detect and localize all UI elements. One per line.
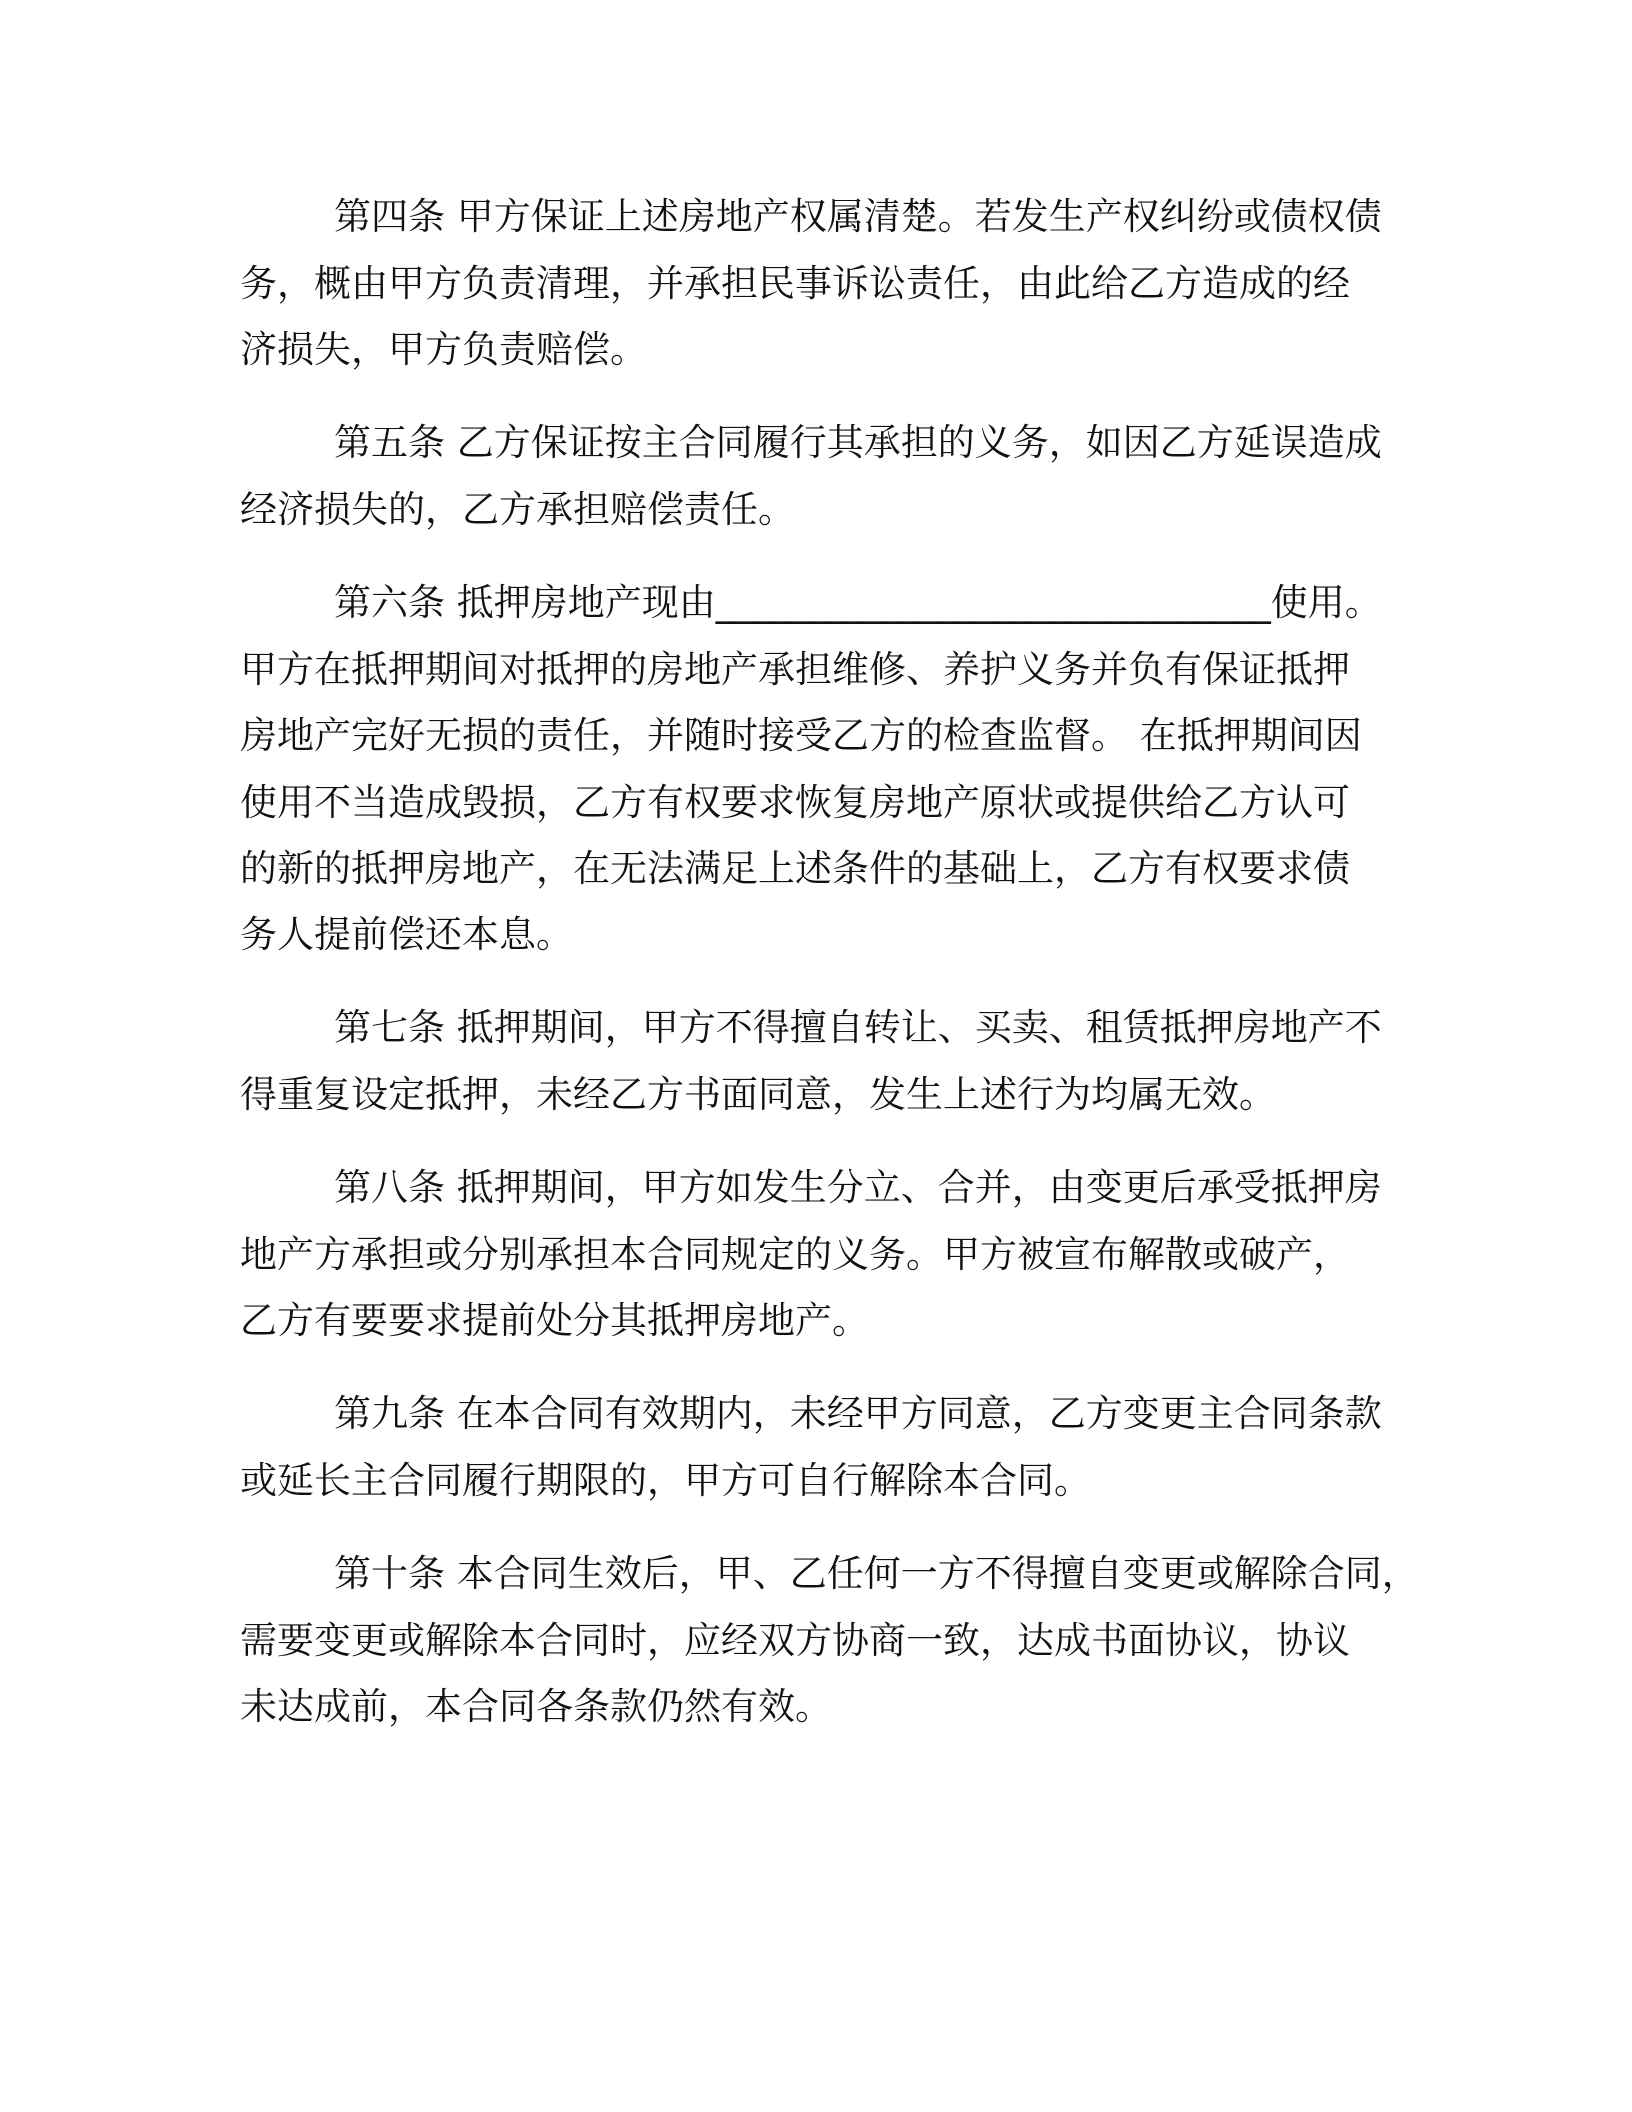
article-8-line-2: 地产方承担或分别承担本合同规定的义务。甲方被宣布解散或破产，	[240, 1233, 1350, 1276]
article-6-line-6: 务人提前偿还本息。	[240, 913, 573, 956]
article-9-line-1: 第九条 在本合同有效期内，未经甲方同意，乙方变更主合同条款	[334, 1392, 1382, 1435]
article-8-line-1: 第八条 抵押期间，甲方如发生分立、合并，由变更后承受抵押房	[334, 1166, 1382, 1209]
article-8-line-3: 乙方有要要求提前处分其抵押房地产。	[240, 1299, 869, 1342]
article-4-line-2: 务，概由甲方负责清理，并承担民事诉讼责任，由此给乙方造成的经	[240, 262, 1350, 305]
article-10-line-3: 未达成前，本合同各条款仍然有效。	[240, 1685, 832, 1728]
article-6-line-2: 甲方在抵押期间对抵押的房地产承担维修、养护义务并负有保证抵押	[240, 648, 1350, 691]
article-4-line-3: 济损失，甲方负责赔偿。	[240, 328, 647, 371]
article-4-line-1: 第四条 甲方保证上述房地产权属清楚。若发生产权纠纷或债权债	[334, 195, 1382, 238]
article-6-line-4: 使用不当造成毁损，乙方有权要求恢复房地产原状或提供给乙方认可	[240, 781, 1350, 824]
article-5-line-1: 第五条 乙方保证按主合同履行其承担的义务，如因乙方延误造成	[334, 421, 1382, 464]
article-10-line-1: 第十条 本合同生效后，甲、乙任何一方不得擅自变更或解除合同，	[334, 1552, 1419, 1595]
article-10-line-2: 需要变更或解除本合同时，应经双方协商一致，达成书面协议，协议	[240, 1619, 1350, 1662]
article-7-line-1: 第七条 抵押期间，甲方不得擅自转让、买卖、租赁抵押房地产不	[334, 1006, 1382, 1049]
article-5-line-2: 经济损失的，乙方承担赔偿责任。	[240, 488, 795, 531]
article-6-line-1: 第六条 抵押房地产现由______________________________使用。	[334, 581, 1382, 624]
article-7-line-2: 得重复设定抵押，未经乙方书面同意，发生上述行为均属无效。	[240, 1073, 1276, 1116]
article-6-line-5: 的新的抵押房地产，在无法满足上述条件的基础上，乙方有权要求债	[240, 847, 1350, 890]
article-6-line-3: 房地产完好无损的责任，并随时接受乙方的检查监督。 在抵押期间因	[240, 714, 1362, 757]
article-9-line-2: 或延长主合同履行期限的，甲方可自行解除本合同。	[240, 1459, 1091, 1502]
